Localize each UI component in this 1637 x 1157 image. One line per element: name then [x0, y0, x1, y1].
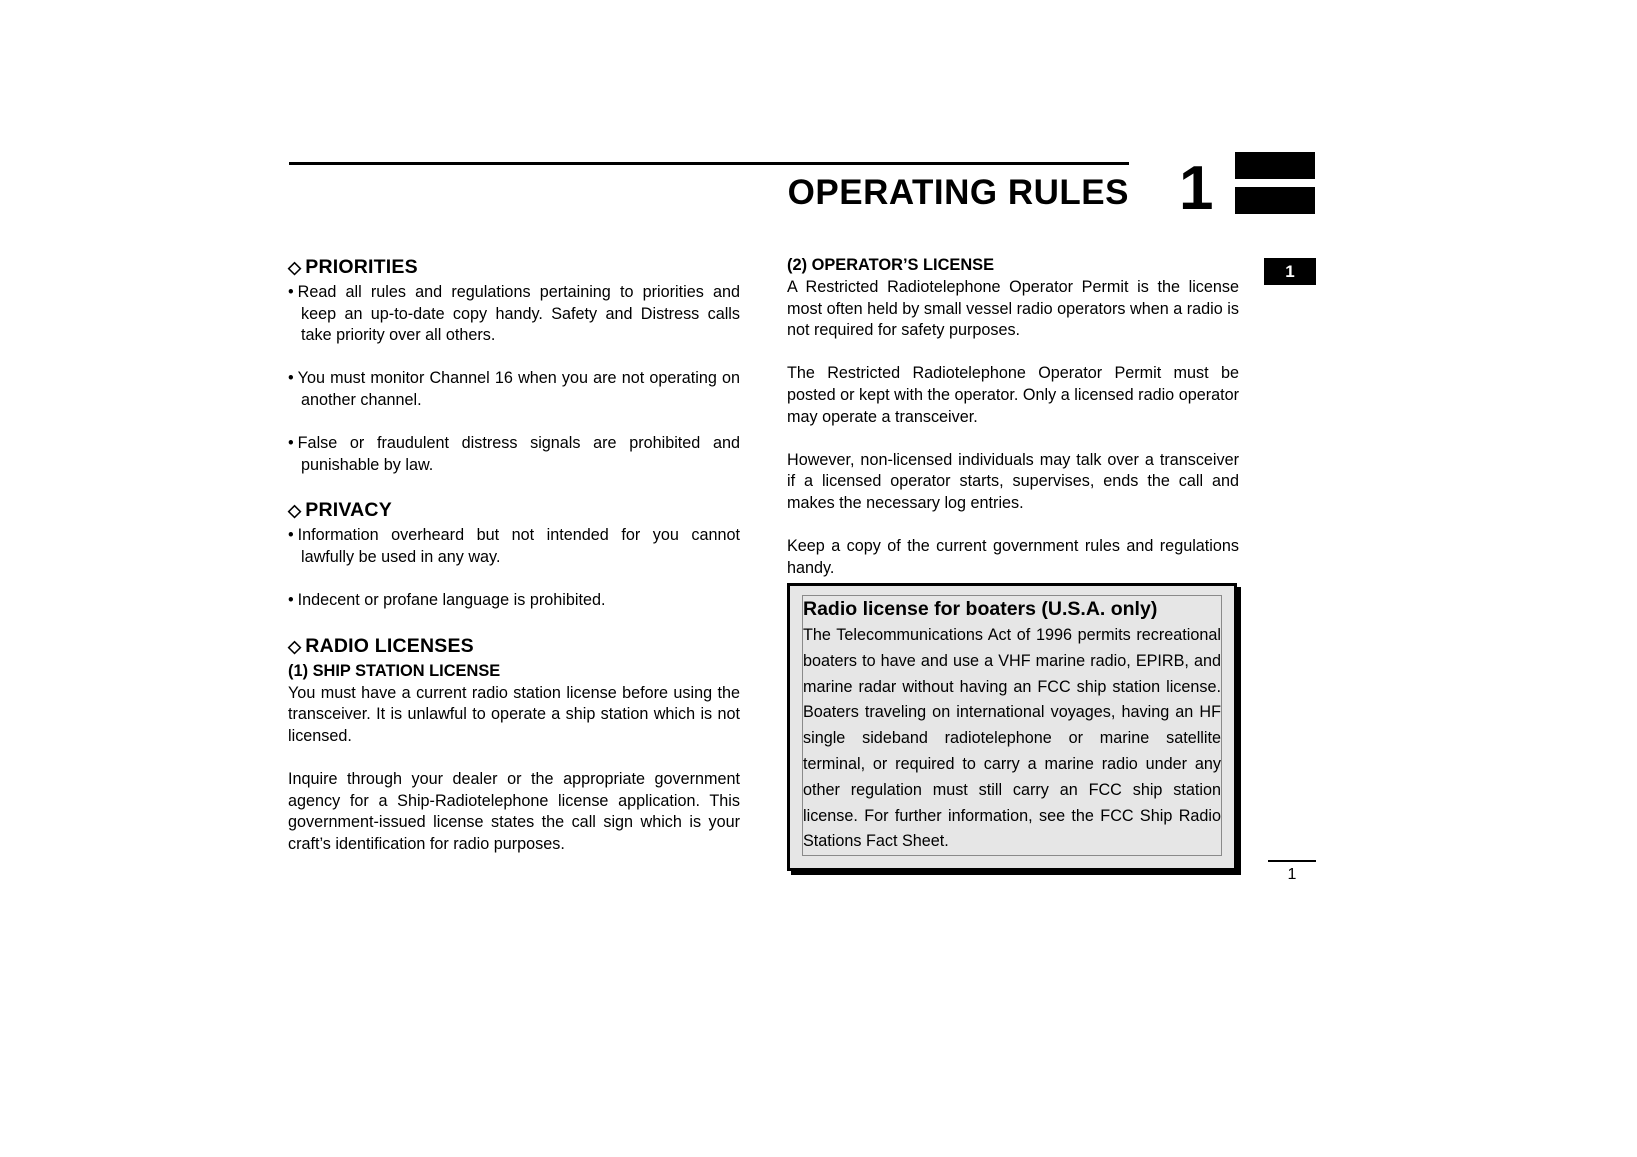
section-heading-privacy — [288, 498, 740, 523]
list-item-text: Information overheard but not intended for you cannot lawfully be used in any way. — [297, 526, 740, 566]
bullet-icon: • — [288, 526, 294, 545]
list-item-text: False or fraudulent distress signals are prohibited and punishable by law. — [297, 434, 740, 474]
footer-divider-rule — [1268, 860, 1316, 862]
bullet-icon: • — [288, 434, 294, 453]
list-item — [288, 590, 740, 612]
page-number: 1 — [1287, 866, 1297, 883]
list-item — [288, 525, 740, 568]
paragraph: A Restricted Radiotelephone Operator Permit is the license most often held by small vessel radio operators when a radio is not required for safety purposes. — [787, 278, 1239, 340]
list-item — [288, 433, 740, 476]
chapter-bar-bottom — [1235, 187, 1315, 214]
subheading-ship-station-license: (1) SHIP STATION LICENSE — [288, 661, 501, 680]
bullet-icon: • — [288, 283, 294, 301]
section-heading-radio-licenses — [288, 634, 740, 659]
diamond-icon: ◇ — [288, 258, 302, 277]
chapter-bar-top — [1235, 152, 1315, 179]
paragraph: The Restricted Radiotelephone Operator Permit must be posted or kept with the operator. Only a licensed radio operator may operate a transceiver. — [787, 364, 1239, 426]
chapter-tab-marker: 1 — [1264, 258, 1316, 285]
section-heading-radio-licenses-label: RADIO LICENSES — [305, 634, 474, 657]
list-item-text: Read all rules and regulations pertaining to priorities and keep an up-to-date copy handy. Safety and Distress calls take priority over all others. — [297, 283, 740, 345]
bullet-icon: • — [288, 369, 294, 388]
section-heading-priorities-label: PRIORITIES — [305, 256, 418, 278]
chapter-bar-marker — [1235, 152, 1315, 214]
left-text-column — [288, 255, 740, 855]
header-divider-rule — [289, 162, 1129, 165]
info-box-inner-border — [802, 595, 1222, 856]
section-heading-privacy-label: PRIVACY — [305, 499, 392, 522]
bullet-icon: • — [288, 591, 294, 610]
paragraph: Keep a copy of the current government rules and regulations handy. — [787, 537, 1239, 577]
list-item — [288, 282, 740, 347]
info-box-text: The Telecommunications Act of 1996 permits recreational boaters to have and use a VHF marine radio, EPIRB, and marine radar without having an FCC ship station license. Boaters traveling on international voyages, having an HF single sideband radiotelephone or marine satellite terminal, or required to carry a marine radio under any other regulation must still carry an FCC ship station license. For further information, see the FCC Ship Radio Stations Fact Sheet. — [803, 626, 1221, 851]
subheading-operators-license: (2) OPERATOR’S LICENSE — [787, 256, 995, 274]
paragraph: However, non-licensed individuals may talk over a transceiver if a licensed operator starts, supervises, ends the call and makes the necessary log entries. — [787, 450, 1239, 512]
page-header — [289, 140, 1315, 230]
list-item-text: You must monitor Channel 16 when you are not operating on another channel. — [297, 369, 740, 409]
right-text-column — [787, 255, 1239, 579]
paragraph: You must have a current radio station license before using the transceiver. It is unlawful to operate a ship station which is not licensed. — [288, 683, 740, 745]
chapter-number: 1 — [1179, 154, 1214, 223]
diamond-icon: ◇ — [288, 501, 302, 521]
paragraph: Inquire through your dealer or the appropriate government agency for a Ship-Radiotelephone license application. This government-issued license states the call sign which is your craft’s identification for radio purposes. — [288, 770, 740, 853]
diamond-icon: ◇ — [288, 636, 302, 656]
page-title: OPERATING RULES — [787, 173, 1129, 212]
page-footer — [1268, 860, 1316, 886]
info-box-title: Radio license for boaters (U.S.A. only) — [803, 598, 1158, 620]
section-heading-priorities — [288, 255, 740, 280]
list-item-text: Indecent or profane language is prohibited. — [297, 591, 606, 610]
info-box-radio-license-boaters — [787, 583, 1237, 871]
list-item — [288, 368, 740, 411]
